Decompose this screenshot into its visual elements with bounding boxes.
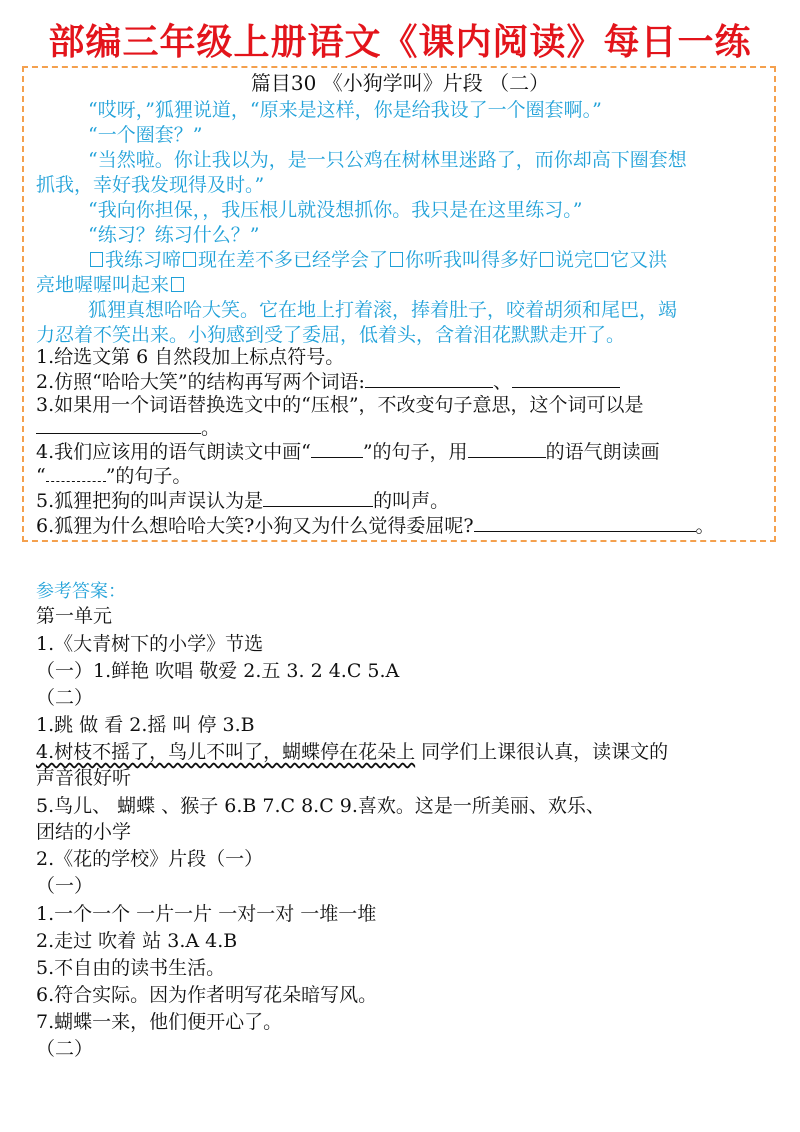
- answer-line: （一）: [36, 875, 94, 897]
- passage-line: “练习？练习什么？”: [88, 224, 260, 246]
- question-text: 。: [695, 515, 715, 537]
- question-6: [36, 513, 715, 538]
- question-3: 3.如果用一个词语替换选文中的“压根”，不改变句子意思，这个词可以是: [36, 394, 644, 416]
- page-title: 部编三年级上册语文《课内阅读》每日一练: [48, 21, 752, 63]
- answer-text: 同学们上课很认真，读课文的: [415, 741, 669, 763]
- passage-line: “当然啦。你让我以为，是一只公鸡在树林里迷路了，而你却高下圈套想: [88, 149, 687, 171]
- question-text: 的叫声。: [373, 490, 450, 512]
- passage-fragment: 它又洪: [610, 249, 668, 271]
- answer-line: （二）: [36, 1038, 94, 1060]
- answer-blank[interactable]: [36, 415, 201, 434]
- question-text: “: [36, 465, 46, 487]
- passage-heading: 篇目30 《小狗学叫》片段 （二）: [250, 71, 550, 95]
- punctuation-box: [595, 252, 608, 267]
- answer-line: 2.《花的学校》片段（一）: [36, 848, 264, 870]
- punctuation-box: [90, 252, 103, 267]
- answer-line: 2.走过 吹着 站 3.A 4.B: [36, 930, 238, 952]
- answer-line: 1.一个一个 一片一片 一对一对 一堆一堆: [36, 903, 377, 925]
- answer-blank[interactable]: [263, 488, 373, 507]
- answer-blank[interactable]: [46, 463, 106, 482]
- answer-line: 1.跳 做 看 2.摇 叫 停 3.B: [36, 714, 255, 736]
- passage-fragment: 我练习啼: [105, 249, 182, 271]
- question-text: 6.狐狸为什么想哈哈大笑?小狗又为什么觉得委屈呢?: [36, 515, 474, 537]
- passage-line-blanks: [88, 248, 667, 272]
- question-text: 5.狐狸把狗的叫声误认为是: [36, 490, 264, 512]
- passage-line: 抓我，幸好我发现得及时。”: [36, 174, 265, 196]
- answer-line: （一）1.鲜艳 吹唱 敬爱 2.五 3. 2 4.C 5.A: [36, 660, 400, 682]
- question-1: 1.给选文第 6 自然段加上标点符号。: [36, 346, 345, 368]
- punctuation-box: [183, 252, 196, 267]
- answers-label: 参考答案：: [36, 581, 126, 602]
- answer-line: 6.符合实际。因为作者明写花朵暗写风。: [36, 984, 378, 1006]
- passage-line: “哎呀，”狐狸说道，“原来是这样，你是给我设了一个圈套啊。”: [88, 99, 602, 121]
- question-text: 4.我们应该用的语气朗读文中画“: [36, 441, 311, 463]
- passage-line: “一个圈套？”: [88, 124, 203, 146]
- passage-line: “我向你担保，，我压根儿就没想抓你。我只是在这里练习。”: [88, 199, 583, 221]
- answer-line: 7.蝴蝶一来，他们便开心了。: [36, 1011, 283, 1033]
- answer-line: （二）: [36, 687, 94, 709]
- passage-line: 狐狸真想哈哈大笑。它在地上打着滚，捧着肚子，咬着胡须和尾巴，竭: [88, 299, 678, 321]
- question-text: 2.仿照“哈哈大笑”的结构再写两个词语:: [36, 371, 365, 393]
- passage-fragment: 你听我叫得多好: [405, 249, 539, 271]
- question-4-cont: [36, 463, 191, 488]
- answer-blank[interactable]: [468, 439, 546, 458]
- question-4: [36, 439, 660, 464]
- question-5: [36, 488, 449, 513]
- punctuation-box: [540, 252, 553, 267]
- passage-line: 力忍着不笑出来。小狗感到受了委屈，低着头，含着泪花默默走开了。: [36, 324, 626, 346]
- answer-underlined: 4.树枝不摇了，鸟儿不叫了，蝴蝶停在花朵上: [36, 741, 416, 763]
- question-text: ”的句子，用: [362, 441, 468, 463]
- question-text: 的语气朗读画: [545, 441, 660, 463]
- punctuation-box: [390, 252, 403, 267]
- punctuation-box: [171, 277, 184, 292]
- answer-line: 5.不自由的读书生活。: [36, 957, 226, 979]
- question-text: ”的句子。: [105, 465, 192, 487]
- passage-fragment: 说完: [555, 249, 594, 271]
- answer-line: [36, 740, 668, 764]
- passage-fragment: 现在差不多已经学会了: [198, 249, 389, 271]
- passage-line-blanks: [36, 273, 186, 297]
- answer-line: 5.鸟儿、 蝴蝶 、猴子 6.B 7.C 8.C 9.喜欢。这是一所美丽、欢乐、: [36, 795, 605, 817]
- answer-line: 声音很好听: [36, 767, 132, 789]
- answer-blank[interactable]: [474, 513, 696, 532]
- answer-blank[interactable]: [512, 369, 620, 388]
- answer-blank[interactable]: [365, 369, 493, 388]
- answer-line: 第一单元: [36, 605, 113, 627]
- question-3-blank: [36, 415, 220, 440]
- answer-blank[interactable]: [311, 439, 363, 458]
- question-text: 。: [201, 417, 221, 439]
- passage-fragment: 亮地喔喔叫起来: [36, 274, 170, 296]
- answer-line: 1.《大青树下的小学》节选: [36, 633, 264, 655]
- question-text: 、: [492, 371, 512, 393]
- question-2: [36, 369, 620, 394]
- answer-line: 团结的小学: [36, 821, 132, 843]
